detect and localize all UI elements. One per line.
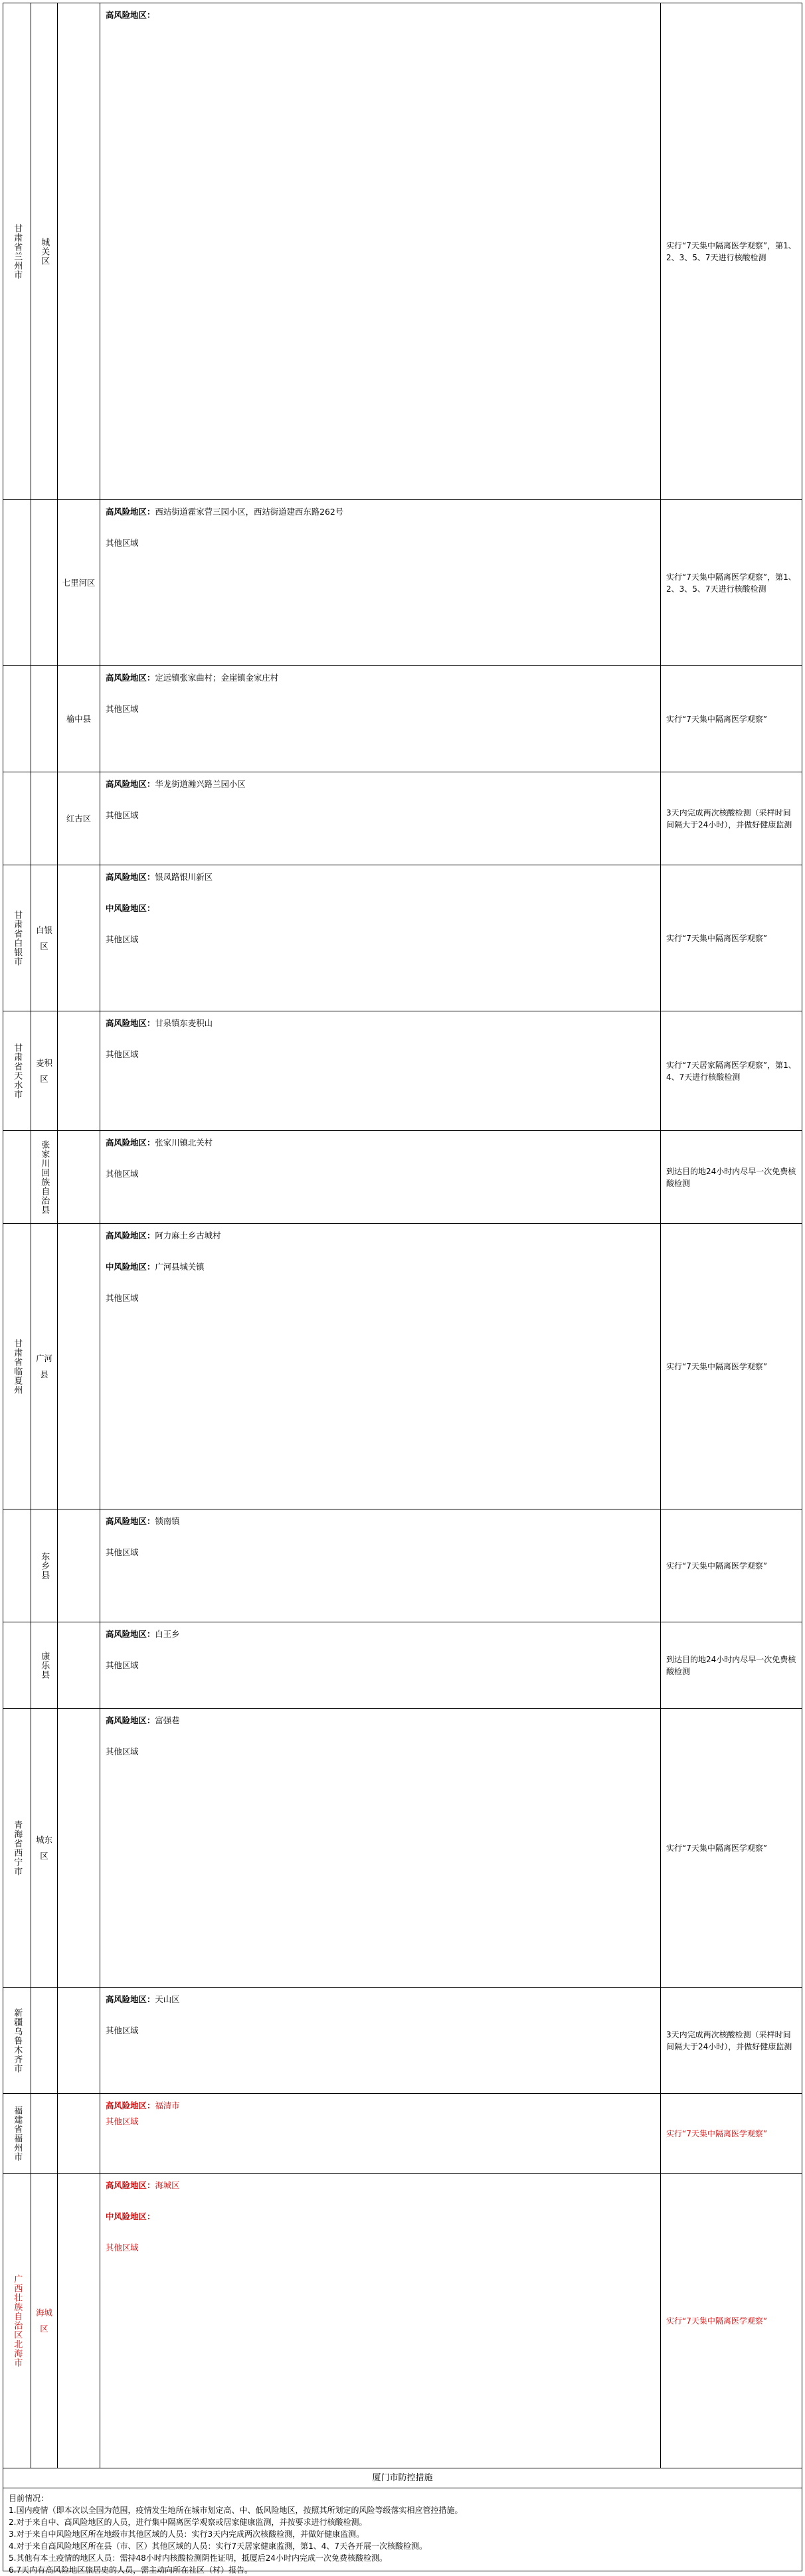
district-cell	[58, 2174, 100, 2468]
measure-cell: 实行“7天集中隔离医学观察”，第1、2、3、5、7天进行核酸检测	[661, 3, 802, 500]
notes-block	[3, 2488, 802, 2575]
measure-cell: 到达目的地24小时内尽早一次免费核酸检测	[661, 1622, 802, 1709]
measure-cell: 实行“7天集中隔离医学观察”	[661, 2174, 802, 2468]
city-cell: 东乡县	[31, 1509, 58, 1622]
table-row	[3, 500, 802, 666]
province-cell: 新疆乌鲁木齐市	[3, 1988, 31, 2094]
district-cell: 七里河区	[58, 500, 100, 666]
city-cell: 城关区	[31, 3, 58, 500]
area-cell: 高风险地区：阿力麻土乡古城村 中风险地区：广河县城关镇 其他区域	[100, 1224, 661, 1509]
area-cell: 高风险地区：富强巷 其他区域	[100, 1709, 661, 1988]
area-cell: 高风险地区：海城区 中风险地区： 其他区域	[100, 2174, 661, 2468]
province-cell: 甘肃省天水市	[3, 1011, 31, 1131]
area-cell: 高风险地区：银凤路银川新区 中风险地区： 其他区域	[100, 865, 661, 1011]
district-cell: 榆中县	[58, 666, 100, 772]
district-cell	[58, 1622, 100, 1709]
table-row	[3, 772, 802, 865]
measure-cell: 到达目的地24小时内尽早一次免费核酸检测	[661, 1131, 802, 1224]
province-cell	[3, 1509, 31, 1622]
table-row	[3, 1988, 802, 2094]
district-cell	[58, 1709, 100, 1988]
measure-cell: 实行“7天集中隔离医学观察”	[661, 1509, 802, 1622]
note-line: 4.对于来自高风险地区所在县（市、区）其他区域的人员：实行7天居家健康监测，第1、4、7天各开展一次核酸检测。	[9, 2541, 427, 2551]
city-cell: 海城区	[31, 2174, 58, 2468]
district-cell: 红古区	[58, 772, 100, 865]
area-cell: 高风险地区：甘泉镇东麦积山 其他区域	[100, 1011, 661, 1131]
note-line: 1.国内疫情（即本次以全国为范围，疫情发生地所在城市划定高、中、低风险地区，按照其所划定的风险等级落实相应管控措施。	[9, 2506, 463, 2515]
area-cell: 高风险地区：西站街道霍家营三园小区，西站街道建西东路262号 其他区域	[100, 500, 661, 666]
measure-cell: 实行“7天集中隔离医学观察”	[661, 666, 802, 772]
area-cell: 高风险地区：	[100, 3, 661, 500]
table-row	[3, 3, 802, 500]
district-cell	[58, 1988, 100, 2094]
city-cell: 麦积区	[31, 1011, 58, 1131]
table-row	[3, 2094, 802, 2174]
area-cell: 高风险地区：锁南镇 其他区域	[100, 1509, 661, 1622]
district-cell	[58, 2094, 100, 2174]
table-row	[3, 1622, 802, 1709]
note-line: 5.其他有本土疫情的地区人员：需持48小时内核酸检测阴性证明，抵厦后24小时内完成一次免费核酸检测。	[9, 2553, 387, 2563]
area-cell: 高风险地区：张家川镇北关村 其他区域	[100, 1131, 661, 1224]
measure-cell: 实行“7天集中隔离医学观察”	[661, 1709, 802, 1988]
district-cell	[58, 3, 100, 500]
area-cell: 高风险地区：华龙街道瀚兴路兰园小区 其他区域	[100, 772, 661, 865]
note-line: 2.对于来自中、高风险地区的人员，进行集中隔离医学观察或居家健康监测，并按要求进行核酸检测。	[9, 2518, 367, 2527]
province-cell: 甘肃省兰州市	[3, 3, 31, 500]
province-cell: 福建省福州市	[3, 2094, 31, 2174]
measure-cell: 实行“7天集中隔离医学观察”	[661, 2094, 802, 2174]
area-cell: 高风险地区：天山区 其他区域	[100, 1988, 661, 2094]
note-line: 目前情况：	[9, 2494, 49, 2503]
city-cell	[31, 772, 58, 865]
province-cell: 甘肃省临夏州	[3, 1224, 31, 1509]
table-row	[3, 1131, 802, 1224]
province-cell	[3, 666, 31, 772]
policy-table	[3, 3, 802, 2575]
measure-cell: 实行“7天集中隔离医学观察”，第1、2、3、5、7天进行核酸检测	[661, 500, 802, 666]
province-cell: 广西壮族自治区北海市	[3, 2174, 31, 2468]
district-cell	[58, 1509, 100, 1622]
city-cell: 城东区	[31, 1709, 58, 1988]
province-cell	[3, 772, 31, 865]
measure-cell: 实行“7天集中隔离医学观察”	[661, 865, 802, 1011]
area-cell: 高风险地区：定远镇张家曲村；金崖镇金家庄村 其他区域	[100, 666, 661, 772]
city-cell	[31, 1988, 58, 2094]
note-line: 3.对于来自中风险地区所在地级市其他区域的人员：实行3天内完成两次核酸检测，并做好健康监测。	[9, 2530, 365, 2539]
city-cell	[31, 666, 58, 772]
area-cell: 高风险地区：白王乡 其他区域	[100, 1622, 661, 1709]
table-row	[3, 1224, 802, 1509]
table-row	[3, 1509, 802, 1622]
city-cell: 白银区	[31, 865, 58, 1011]
province-cell: 青海省西宁市	[3, 1709, 31, 1988]
city-cell	[31, 2094, 58, 2174]
province-cell	[3, 500, 31, 666]
province-cell	[3, 1131, 31, 1224]
table-row	[3, 2174, 802, 2468]
city-cell: 广河县	[31, 1224, 58, 1509]
measure-cell: 3天内完成两次核酸检测（采样时间间隔大于24小时），并做好健康监测	[661, 1988, 802, 2094]
district-cell	[58, 1131, 100, 1224]
district-cell	[58, 1224, 100, 1509]
area-cell: 高风险地区：福清市 其他区域	[100, 2094, 661, 2174]
city-cell: 康乐县	[31, 1622, 58, 1709]
note-line: 6.7天内有高风险地区旅居史的人员，需主动向所在社区（村）报告。	[9, 2565, 253, 2575]
city-cell: 张家川回族自治县	[31, 1131, 58, 1224]
table-row	[3, 1709, 802, 1988]
measure-cell: 实行“7天居家隔离医学观察”，第1、4、7天进行核酸检测	[661, 1011, 802, 1131]
measure-cell: 3天内完成两次核酸检测（采样时间间隔大于24小时），并做好健康监测	[661, 772, 802, 865]
province-cell: 甘肃省白银市	[3, 865, 31, 1011]
district-cell	[58, 865, 100, 1011]
province-cell	[3, 1622, 31, 1709]
table-row	[3, 865, 802, 1011]
table-row	[3, 1011, 802, 1131]
district-cell	[58, 1011, 100, 1131]
table-row	[3, 666, 802, 772]
measure-cell: 实行“7天集中隔离医学观察”	[661, 1224, 802, 1509]
city-cell	[31, 500, 58, 666]
section-title: 厦门市防控措施	[3, 2468, 802, 2488]
